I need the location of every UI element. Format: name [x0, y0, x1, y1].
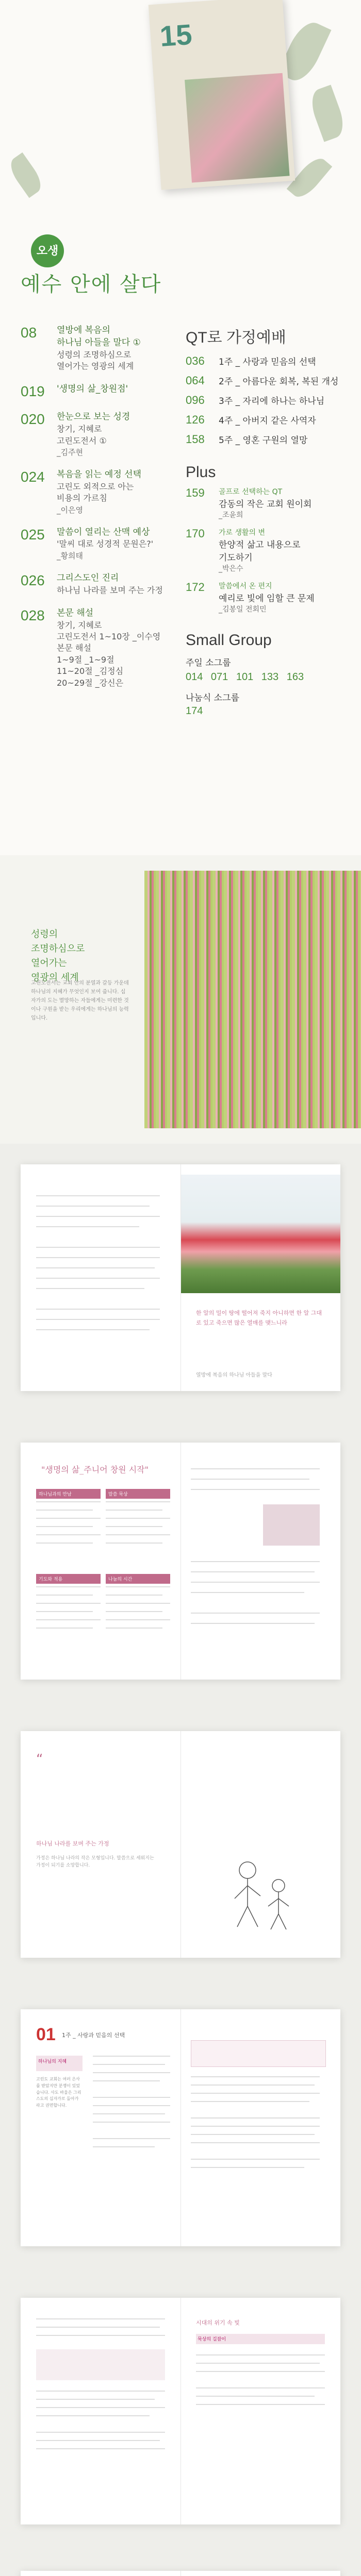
- week1-spread-section: [0, 1989, 361, 2277]
- toc-entry-page: 026: [21, 572, 45, 588]
- text-line: [36, 1518, 101, 1519]
- meditation-box: [36, 2349, 165, 2380]
- plus-entry-title: 말씀에서 온 편지: [219, 582, 272, 590]
- text-line: [36, 1586, 101, 1587]
- small-group-pages: 014 071 101 133 163: [186, 671, 304, 683]
- week1-spread: [21, 2009, 340, 2246]
- qt-entry-title: 3주 _ 자리에 하나는 하나님: [219, 396, 325, 406]
- program-column: [36, 1574, 101, 1651]
- qt-heading: QT로 가정예배: [186, 329, 286, 346]
- text-line: [106, 1510, 162, 1511]
- text-line: [106, 1501, 170, 1502]
- text-line: [36, 1526, 93, 1527]
- qt-entry-title: 1주 _ 사랑과 믿음의 선택: [219, 357, 316, 367]
- plus-entry-author: _조윤희: [219, 511, 243, 519]
- text-line: [36, 1501, 101, 1502]
- plus-entry-text: 한양적 삶고 내용으로 기도하기: [219, 540, 301, 563]
- intro-text: 고린도전서는 교회 안의 분열과 갈등 가운데 하나님의 지혜가 무엇인지 보여 줍니다. 십자가의 도는 멸망하는 자들에게는 미련한 것이나 구원을 받는 우리에게는 하나님의 능력입니다.: [31, 980, 129, 1021]
- toc-entry: [21, 383, 175, 400]
- scene-spread-section: [0, 2555, 361, 2576]
- toc-entry: [21, 572, 175, 596]
- brand-logo: 오생: [31, 234, 64, 267]
- leaf-decoration: [306, 84, 348, 142]
- week1-side-text: 고린도 교회는 여러 은사를 받았지만 분쟁이 있었습니다. 사도 바울은 그리스도의 십자가로 돌아가라고 권면합니다.: [36, 2077, 81, 2108]
- program-column: [36, 1489, 101, 1566]
- plus-heading: Plus: [186, 464, 216, 481]
- toc-entry-page: 028: [21, 607, 45, 623]
- plus-entry: [186, 486, 340, 520]
- program-column-heading: 나눔의 시간: [106, 1574, 170, 1584]
- text-line: [36, 1619, 101, 1620]
- qt-entry-page: 064: [186, 374, 205, 387]
- plus-entry-page: 170: [186, 527, 205, 540]
- text-line: [36, 1628, 93, 1629]
- text-line: [106, 1586, 170, 1587]
- toc-entry-title: 복음을 읽는 예정 선택: [57, 469, 142, 480]
- right-page: [180, 1164, 340, 1391]
- toc-entry-title: 한눈으로 보는 성경: [57, 412, 130, 422]
- toc-entry-page: 019: [21, 383, 45, 400]
- toc-entry-page: 024: [21, 468, 45, 485]
- family-title-mark: “: [36, 1752, 43, 1767]
- small-group-sub: 주일 소그룹: [186, 658, 231, 668]
- toc-entry: [21, 607, 175, 689]
- week1-callout: [191, 2040, 326, 2067]
- toc-entry-author: _이은영: [57, 505, 83, 515]
- text-line: [36, 1595, 93, 1596]
- intro-title: 성령의 조명하심으로 열어가는 영광의 세계: [31, 929, 85, 983]
- text-line: [36, 1510, 93, 1511]
- family-text: 가정은 하나님 나라의 작은 모형입니다. 말씀으로 세워지는 가정이 되기를 소망합니다.: [36, 1856, 154, 1869]
- program-spread-section: [0, 1422, 361, 1710]
- plus-entry: [186, 527, 340, 573]
- text-line: [106, 1543, 162, 1544]
- plus-entry-author: _박은수: [219, 565, 243, 573]
- qt-entry-page: 096: [186, 394, 205, 406]
- plus-entry-page: 159: [186, 486, 205, 499]
- plus-entry-title: 골프로 선택하는 QT: [219, 488, 283, 496]
- family-illustration: [217, 1850, 309, 1937]
- qt-entry-page: 126: [186, 413, 205, 426]
- small-group-heading: Small Group: [186, 632, 272, 649]
- plus-entry-author: _김봉일 전회민: [219, 605, 267, 614]
- toc-entry-page: 020: [21, 411, 45, 428]
- toc-entry-author: _황희태: [57, 551, 83, 561]
- text-line: [106, 1611, 162, 1612]
- plus-entry-title: 가로 생활의 변: [219, 529, 266, 537]
- week1-right-body: [191, 2030, 325, 2226]
- toc-entry-page: 025: [21, 526, 45, 543]
- family-title: 하나님 나라를 보며 주는 가정: [36, 1840, 109, 1847]
- toc-entry: [21, 411, 175, 457]
- toc-left-column: [21, 325, 175, 700]
- program-column-heading: 기도와 적용: [36, 1574, 101, 1584]
- toc-entry: [21, 527, 175, 561]
- qt-entry: [186, 394, 340, 407]
- program-spread: [21, 1443, 340, 1680]
- toc-entry-title: 열방에 복음의 하나님 아들을 말다 ①: [57, 325, 141, 348]
- toc-entry: [21, 469, 175, 515]
- text-line: [106, 1619, 170, 1620]
- meditation-spread-section: [0, 2277, 361, 2555]
- toc-entry-title: '생명의 삶_창원점': [57, 384, 128, 395]
- toc-entry-subtitle: 고린도 외적으로 아는 비용의 가르침: [57, 481, 134, 503]
- tulip-quote: 한 알의 밀이 땅에 떨어져 죽지 아니하면 한 알 그대로 있고 죽으면 많은 열매를 맺느니라: [196, 1310, 322, 1326]
- family-group-label: 나눔식 소그룹: [186, 693, 239, 703]
- intro-spread: [0, 855, 361, 1144]
- toc-entry-title: 본문 해설: [57, 607, 94, 618]
- qt-entry-title: 4주 _ 아버지 같은 사역자: [219, 416, 316, 426]
- week1-left-body: [93, 2056, 170, 2231]
- meditation-left-body: [36, 2318, 170, 2504]
- toc-entry-author: _김주현: [57, 447, 83, 457]
- qt-entry: [186, 413, 340, 427]
- program-title: "생명의 삶_주니어 창원 시작": [41, 1465, 149, 1475]
- toc-section: [0, 0, 361, 855]
- meditation-title: 시대의 위기 속 빛: [196, 2319, 240, 2326]
- plus-entry-page: 172: [186, 581, 205, 594]
- meditation-right-body: [196, 2334, 325, 2499]
- text-line: [106, 1518, 170, 1519]
- toc-entry-title: 말씀이 열리는 산맥 예상: [57, 527, 150, 537]
- text-line: [106, 1534, 170, 1535]
- left-page: [21, 1164, 180, 1391]
- toc-entry: [21, 325, 175, 372]
- qt-entry-page: 158: [186, 433, 205, 446]
- qt-entry: [186, 374, 340, 387]
- tulip-photo: [180, 1175, 340, 1293]
- plus-entry-text: 예리로 빛에 임할 큰 문제: [219, 594, 315, 604]
- toc-entry-subtitle: 창기, 지혜로 고린도전서 1~10장 _이수영 본문 해설 1~9절 _1~9절 11~20절 _김정심 20~29절 _강신은: [57, 620, 161, 688]
- family-group-page: 174: [186, 705, 203, 717]
- toc-right-column: [186, 325, 340, 717]
- text-line: [36, 1611, 93, 1612]
- program-column: [106, 1489, 170, 1566]
- program-column-heading: 말씀 묵상: [106, 1489, 170, 1499]
- meditation-label: 묵상의 길잡이: [196, 2334, 325, 2344]
- cover-image: [185, 73, 289, 183]
- text-line: [36, 1534, 101, 1535]
- text-line: [106, 1628, 162, 1629]
- toc-entry-subtitle: 하나님 나라를 보며 주는 가정: [57, 585, 163, 595]
- week1-number: 01: [36, 2025, 56, 2044]
- qt-entry-page: 036: [186, 354, 205, 367]
- week1-title: 1주 _ 사랑과 믿음의 선택: [62, 2032, 125, 2039]
- brand-name: 예수 안에 살다: [21, 273, 162, 296]
- leaf-decoration: [6, 152, 46, 198]
- family-spread: [21, 1731, 340, 1958]
- program-right-text: [191, 1463, 325, 1659]
- text-line: [106, 1603, 170, 1604]
- text-line: [36, 1543, 93, 1544]
- program-photo: [263, 1504, 320, 1546]
- text-line: [106, 1526, 162, 1527]
- program-column: [106, 1574, 170, 1651]
- plus-entry-text: 감동의 작은 교회 원이회: [219, 499, 312, 510]
- tulip-field-photo: [144, 871, 361, 1128]
- plus-entry: [186, 581, 340, 614]
- magazine-cover: [149, 0, 295, 190]
- cover-issue-number: 15: [158, 18, 193, 53]
- family-spread-section: [0, 1710, 361, 1989]
- toc-entry-title: 그리스도인 진리: [57, 572, 119, 583]
- meditation-spread: [21, 2298, 340, 2524]
- qt-entry: [186, 354, 340, 368]
- toc-entry-subtitle: 성령의 조명하심으로 열어가는 영광의 세계: [57, 349, 134, 371]
- text-line: [36, 1603, 101, 1604]
- text-line: [106, 1595, 162, 1596]
- toc-entry-subtitle: 창기, 지혜로 고린도전서 ①: [57, 424, 107, 446]
- tulip-spread: [21, 1164, 340, 1391]
- week1-label: 하나님의 지혜: [36, 2056, 83, 2071]
- scene-spread: [21, 2571, 340, 2576]
- qt-entry-title: 5주 _ 영혼 구원의 열망: [219, 435, 308, 446]
- qt-entry-title: 2주 _ 아름다운 회복, 복된 개성: [219, 377, 339, 387]
- tulip-caption: 열방에 복음의 하나님 아들을 말다: [196, 1372, 272, 1378]
- qt-entry: [186, 433, 340, 446]
- toc-entry-subtitle: '말씨 대로 성경적 문원은?': [57, 539, 154, 549]
- toc-entry-page: 08: [21, 325, 37, 341]
- tulip-spread-section: [0, 1144, 361, 1422]
- program-column-heading: 하나님과의 만남: [36, 1489, 101, 1499]
